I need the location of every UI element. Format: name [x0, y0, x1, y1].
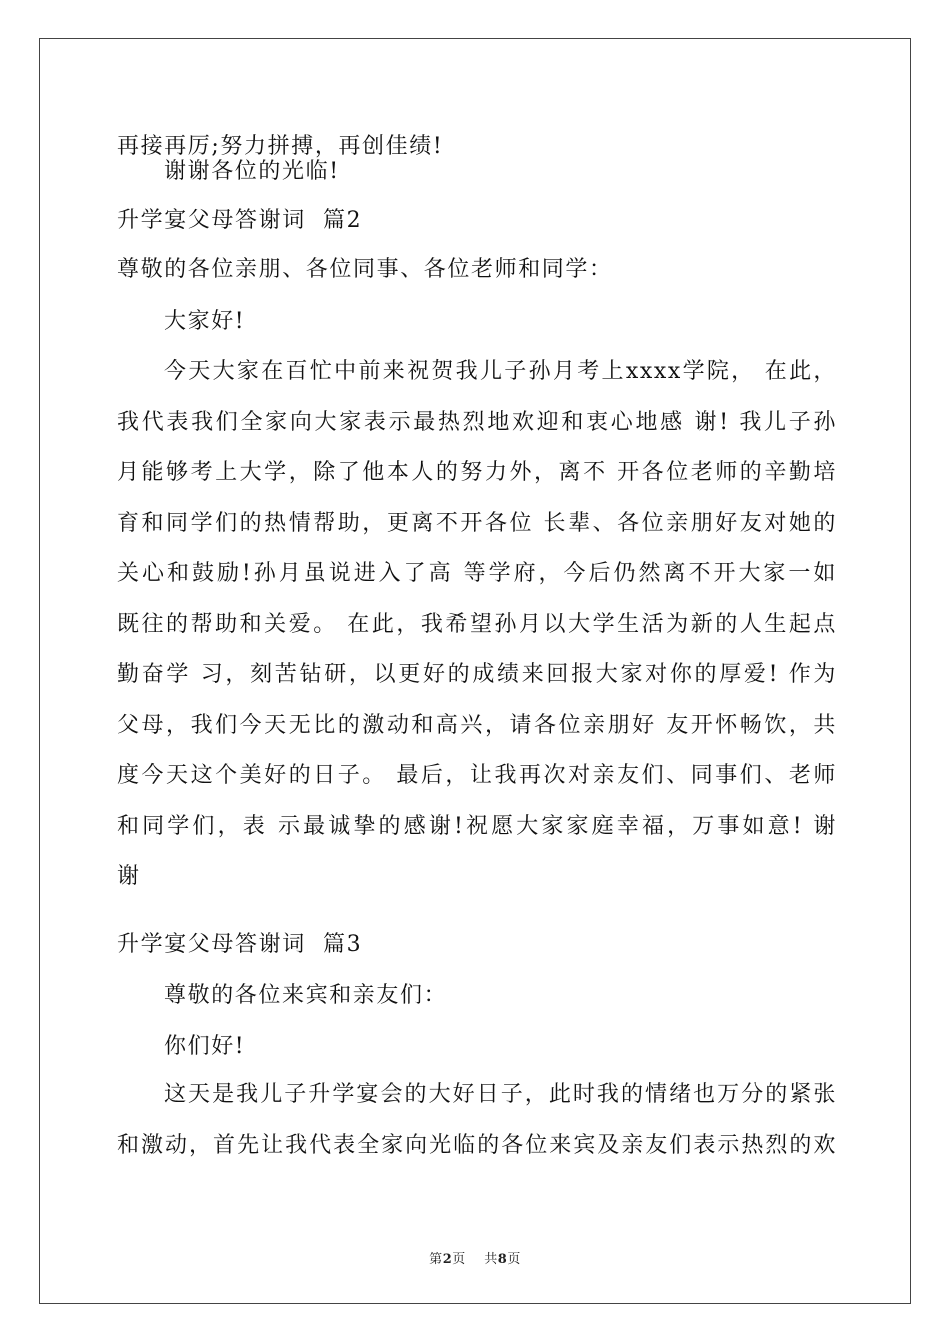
footer-page-number: 2	[442, 1252, 453, 1267]
footer-suffix: 页	[507, 1252, 521, 1267]
text-line: 再接再厉;努力拼搏，再创佳绩!	[117, 134, 444, 159]
footer-total-pages: 8	[497, 1252, 508, 1267]
section-heading: 升学宴父母答谢词 篇2	[117, 208, 363, 233]
text-line: 你们好!	[164, 1034, 246, 1059]
paragraph-line: 这天是我儿子升学宴会的大好日子，此时我的情绪也万分的紧张	[164, 1082, 837, 1107]
paragraph-line: 关心和鼓励!孙月虽说进入了高 等学府，今后仍然离不开大家一如	[117, 561, 837, 586]
paragraph-line: 既往的帮助和关爱。 在此，我希望孙月以大学生活为新的人生起点	[117, 611, 837, 637]
footer-prefix: 第	[429, 1252, 443, 1267]
paragraph	[117, 347, 837, 903]
footer-mid: 页 共	[452, 1252, 498, 1267]
paragraph-line: 谢	[117, 864, 141, 889]
greeting-line: 尊敬的各位来宾和亲友们：	[164, 983, 448, 1008]
text-line: 大家好!	[164, 309, 246, 334]
paragraph-line: 父母，我们今天无比的激动和高兴，请各位亲朋好 友开怀畅饮，共	[117, 712, 837, 738]
paragraph-line: 月能够考上大学，除了他本人的努力外，离不 开各位老师的辛勤培	[117, 460, 837, 485]
paragraph-line: 育和同学们的热情帮助，更离不开各位 长辈、各位亲朋好友对她的	[117, 510, 837, 536]
paragraph-line: 度今天这个美好的日子。 最后，让我再次对亲友们、同事们、老师	[117, 763, 837, 788]
paragraph-line: 和同学们，表 示最诚挚的感谢!祝愿大家家庭幸福，万事如意! 谢	[117, 813, 837, 839]
page-footer	[0, 1248, 950, 1267]
greeting-line: 尊敬的各位亲朋、各位同事、各位老师和同学：	[117, 257, 613, 282]
paragraph-line: 勤奋学 习，刻苦钻研，以更好的成绩来回报大家对你的厚爱! 作为	[117, 662, 837, 687]
paragraph	[117, 1070, 837, 1171]
paragraph-line: 今天大家在百忙中前来祝贺我儿子孙月考上xxxx学院， 在此，	[164, 359, 837, 384]
paragraph-line: 和激动，首先让我代表全家向光临的各位来宾及亲友们表示热烈的欢	[117, 1132, 837, 1158]
text-line: 谢谢各位的光临!	[164, 159, 340, 184]
paragraph-line: 我代表我们全家向大家表示最热烈地欢迎和衷心地感 谢! 我儿子孙	[117, 409, 837, 435]
section-heading: 升学宴父母答谢词 篇3	[117, 932, 363, 957]
